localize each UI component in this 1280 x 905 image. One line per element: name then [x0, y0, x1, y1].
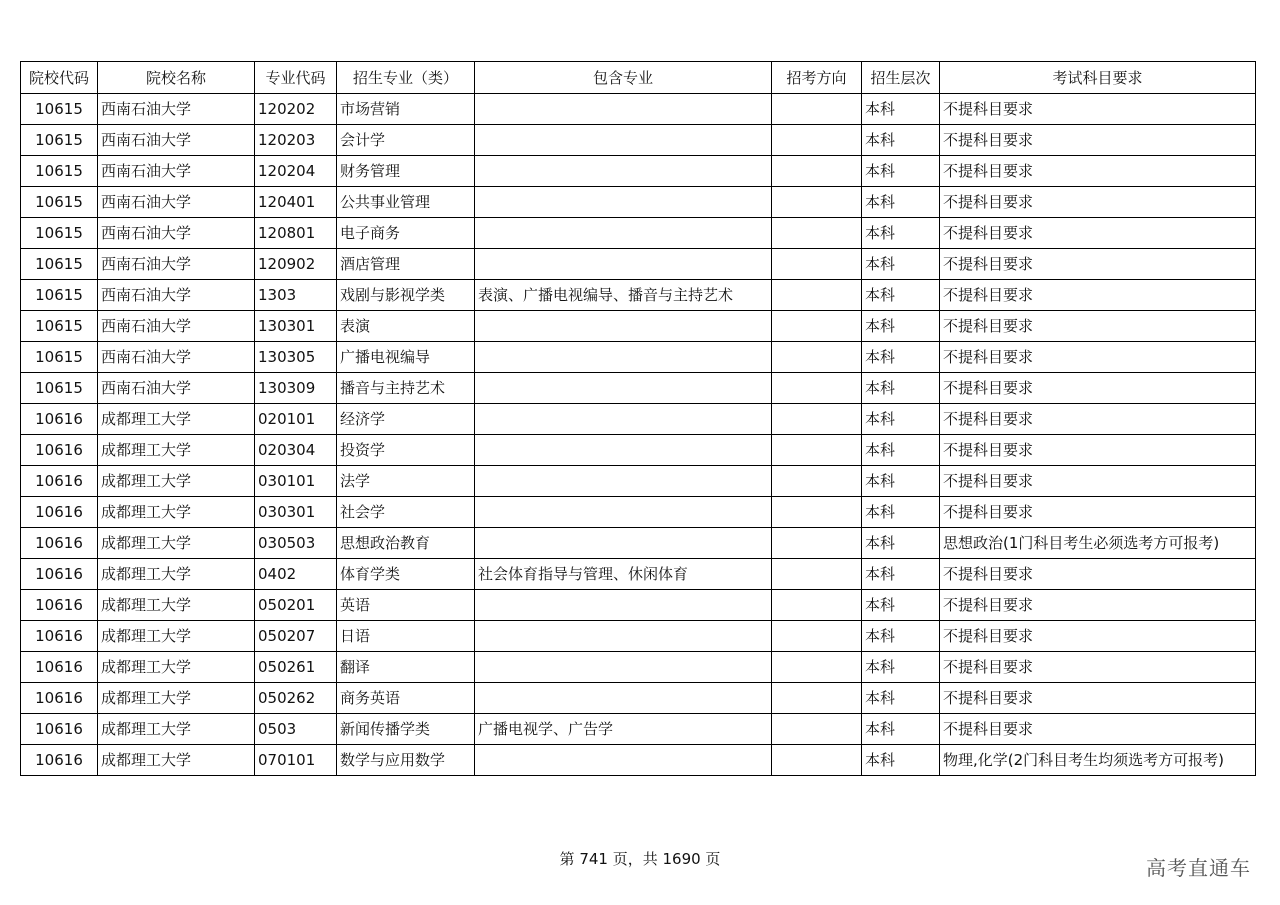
cell-school-code: 10616	[21, 466, 98, 497]
cell-direction	[772, 94, 862, 125]
cell-direction	[772, 528, 862, 559]
cell-school-code: 10615	[21, 373, 98, 404]
cell-level: 本科	[862, 249, 940, 280]
cell-included-majors	[475, 404, 772, 435]
cell-school-name: 西南石油大学	[98, 373, 255, 404]
cell-direction	[772, 745, 862, 776]
cell-included-majors	[475, 621, 772, 652]
cell-major-code: 130301	[255, 311, 337, 342]
cell-major-name: 酒店管理	[337, 249, 475, 280]
cell-included-majors	[475, 497, 772, 528]
cell-school-code: 10615	[21, 311, 98, 342]
cell-direction	[772, 435, 862, 466]
cell-major-name: 广播电视编导	[337, 342, 475, 373]
table-row	[21, 497, 1256, 528]
cell-major-code: 030301	[255, 497, 337, 528]
cell-direction	[772, 156, 862, 187]
cell-major-name: 戏剧与影视学类	[337, 280, 475, 311]
cell-subject-requirements: 物理,化学(2门科目考生均须选考方可报考)	[940, 745, 1256, 776]
cell-major-code: 030503	[255, 528, 337, 559]
cell-subject-requirements: 不提科目要求	[940, 652, 1256, 683]
cell-direction	[772, 311, 862, 342]
cell-included-majors	[475, 683, 772, 714]
cell-subject-requirements: 不提科目要求	[940, 280, 1256, 311]
cell-major-code: 030101	[255, 466, 337, 497]
admission-table	[20, 61, 1256, 776]
cell-major-name: 英语	[337, 590, 475, 621]
table-row	[21, 683, 1256, 714]
cell-level: 本科	[862, 497, 940, 528]
table-row	[21, 373, 1256, 404]
header-included-majors: 包含专业	[475, 62, 772, 94]
cell-school-code: 10615	[21, 280, 98, 311]
cell-school-code: 10616	[21, 745, 98, 776]
cell-included-majors	[475, 311, 772, 342]
cell-major-name: 思想政治教育	[337, 528, 475, 559]
table-row	[21, 249, 1256, 280]
cell-level: 本科	[862, 373, 940, 404]
cell-included-majors: 社会体育指导与管理、休闲体育	[475, 559, 772, 590]
cell-subject-requirements: 不提科目要求	[940, 714, 1256, 745]
cell-school-code: 10616	[21, 559, 98, 590]
cell-subject-requirements: 不提科目要求	[940, 94, 1256, 125]
cell-direction	[772, 714, 862, 745]
cell-school-name: 成都理工大学	[98, 745, 255, 776]
cell-level: 本科	[862, 218, 940, 249]
cell-included-majors	[475, 342, 772, 373]
cell-major-name: 新闻传播学类	[337, 714, 475, 745]
cell-major-code: 0402	[255, 559, 337, 590]
cell-major-code: 130305	[255, 342, 337, 373]
header-level: 招生层次	[862, 62, 940, 94]
page-number: 第 741 页，共 1690 页	[559, 850, 721, 868]
cell-level: 本科	[862, 125, 940, 156]
cell-level: 本科	[862, 745, 940, 776]
table-row	[21, 156, 1256, 187]
cell-direction	[772, 218, 862, 249]
header-subject-requirements: 考试科目要求	[940, 62, 1256, 94]
cell-major-name: 会计学	[337, 125, 475, 156]
cell-school-name: 西南石油大学	[98, 311, 255, 342]
cell-major-name: 市场营销	[337, 94, 475, 125]
cell-major-code: 120204	[255, 156, 337, 187]
cell-school-code: 10615	[21, 249, 98, 280]
cell-subject-requirements: 不提科目要求	[940, 404, 1256, 435]
table-row	[21, 218, 1256, 249]
cell-major-name: 法学	[337, 466, 475, 497]
cell-school-name: 西南石油大学	[98, 249, 255, 280]
cell-major-code: 050262	[255, 683, 337, 714]
cell-level: 本科	[862, 311, 940, 342]
cell-direction	[772, 373, 862, 404]
cell-school-code: 10615	[21, 125, 98, 156]
table-row	[21, 590, 1256, 621]
cell-school-name: 成都理工大学	[98, 497, 255, 528]
cell-major-name: 社会学	[337, 497, 475, 528]
cell-level: 本科	[862, 590, 940, 621]
cell-level: 本科	[862, 652, 940, 683]
cell-school-code: 10616	[21, 404, 98, 435]
cell-level: 本科	[862, 187, 940, 218]
cell-major-code: 120202	[255, 94, 337, 125]
header-school-code: 院校代码	[21, 62, 98, 94]
cell-school-name: 西南石油大学	[98, 342, 255, 373]
cell-included-majors	[475, 125, 772, 156]
cell-subject-requirements: 不提科目要求	[940, 373, 1256, 404]
cell-direction	[772, 652, 862, 683]
cell-major-code: 1303	[255, 280, 337, 311]
cell-major-code: 050207	[255, 621, 337, 652]
cell-school-name: 成都理工大学	[98, 404, 255, 435]
cell-school-code: 10616	[21, 683, 98, 714]
cell-level: 本科	[862, 683, 940, 714]
cell-major-name: 投资学	[337, 435, 475, 466]
cell-major-code: 120902	[255, 249, 337, 280]
table-row	[21, 714, 1256, 745]
table-row	[21, 404, 1256, 435]
cell-level: 本科	[862, 404, 940, 435]
cell-school-code: 10615	[21, 218, 98, 249]
cell-major-name: 电子商务	[337, 218, 475, 249]
cell-major-code: 130309	[255, 373, 337, 404]
cell-school-name: 西南石油大学	[98, 94, 255, 125]
cell-school-code: 10615	[21, 94, 98, 125]
cell-level: 本科	[862, 466, 940, 497]
cell-included-majors	[475, 652, 772, 683]
cell-major-name: 商务英语	[337, 683, 475, 714]
cell-school-code: 10615	[21, 156, 98, 187]
cell-level: 本科	[862, 280, 940, 311]
cell-subject-requirements: 不提科目要求	[940, 125, 1256, 156]
table-row	[21, 528, 1256, 559]
table-row	[21, 94, 1256, 125]
cell-direction	[772, 125, 862, 156]
cell-school-code: 10616	[21, 621, 98, 652]
cell-major-code: 070101	[255, 745, 337, 776]
header-direction: 招考方向	[772, 62, 862, 94]
cell-subject-requirements: 不提科目要求	[940, 218, 1256, 249]
cell-level: 本科	[862, 621, 940, 652]
table-header-row	[21, 62, 1256, 94]
cell-subject-requirements: 不提科目要求	[940, 559, 1256, 590]
watermark: 高考直通车	[1146, 856, 1251, 880]
cell-school-code: 10616	[21, 435, 98, 466]
table-row	[21, 745, 1256, 776]
cell-school-code: 10615	[21, 342, 98, 373]
cell-level: 本科	[862, 714, 940, 745]
cell-subject-requirements: 不提科目要求	[940, 466, 1256, 497]
cell-direction	[772, 342, 862, 373]
cell-major-name: 播音与主持艺术	[337, 373, 475, 404]
cell-major-code: 020101	[255, 404, 337, 435]
cell-level: 本科	[862, 342, 940, 373]
cell-major-code: 120401	[255, 187, 337, 218]
cell-level: 本科	[862, 559, 940, 590]
cell-subject-requirements: 不提科目要求	[940, 156, 1256, 187]
cell-school-name: 西南石油大学	[98, 280, 255, 311]
header-school-name: 院校名称	[98, 62, 255, 94]
table-row	[21, 311, 1256, 342]
cell-school-name: 成都理工大学	[98, 559, 255, 590]
cell-subject-requirements: 不提科目要求	[940, 187, 1256, 218]
cell-level: 本科	[862, 435, 940, 466]
table-row	[21, 435, 1256, 466]
cell-direction	[772, 590, 862, 621]
table-row	[21, 559, 1256, 590]
cell-included-majors	[475, 590, 772, 621]
cell-school-name: 成都理工大学	[98, 528, 255, 559]
header-major-name: 招生专业（类）	[337, 62, 475, 94]
cell-included-majors	[475, 745, 772, 776]
cell-school-name: 成都理工大学	[98, 652, 255, 683]
cell-subject-requirements: 思想政治(1门科目考生必须选考方可报考)	[940, 528, 1256, 559]
cell-school-name: 成都理工大学	[98, 435, 255, 466]
cell-subject-requirements: 不提科目要求	[940, 621, 1256, 652]
cell-school-code: 10616	[21, 528, 98, 559]
cell-major-name: 翻译	[337, 652, 475, 683]
cell-major-code: 0503	[255, 714, 337, 745]
cell-school-code: 10616	[21, 714, 98, 745]
cell-direction	[772, 280, 862, 311]
cell-included-majors	[475, 466, 772, 497]
header-major-code: 专业代码	[255, 62, 337, 94]
table-row	[21, 466, 1256, 497]
cell-school-name: 西南石油大学	[98, 187, 255, 218]
cell-included-majors	[475, 435, 772, 466]
cell-subject-requirements: 不提科目要求	[940, 435, 1256, 466]
cell-direction	[772, 187, 862, 218]
cell-school-name: 成都理工大学	[98, 621, 255, 652]
cell-school-name: 西南石油大学	[98, 156, 255, 187]
cell-subject-requirements: 不提科目要求	[940, 683, 1256, 714]
cell-major-code: 120801	[255, 218, 337, 249]
cell-subject-requirements: 不提科目要求	[940, 497, 1256, 528]
table-row	[21, 621, 1256, 652]
cell-major-name: 经济学	[337, 404, 475, 435]
cell-major-code: 020304	[255, 435, 337, 466]
table-row	[21, 187, 1256, 218]
cell-major-code: 050261	[255, 652, 337, 683]
cell-major-name: 体育学类	[337, 559, 475, 590]
cell-major-name: 表演	[337, 311, 475, 342]
cell-school-code: 10616	[21, 497, 98, 528]
cell-school-code: 10615	[21, 187, 98, 218]
cell-direction	[772, 683, 862, 714]
cell-direction	[772, 559, 862, 590]
cell-direction	[772, 497, 862, 528]
table-row	[21, 280, 1256, 311]
cell-included-majors	[475, 528, 772, 559]
cell-included-majors: 表演、广播电视编导、播音与主持艺术	[475, 280, 772, 311]
table-row	[21, 652, 1256, 683]
cell-subject-requirements: 不提科目要求	[940, 342, 1256, 373]
cell-subject-requirements: 不提科目要求	[940, 590, 1256, 621]
cell-school-name: 西南石油大学	[98, 125, 255, 156]
cell-major-name: 财务管理	[337, 156, 475, 187]
cell-direction	[772, 621, 862, 652]
cell-major-name: 日语	[337, 621, 475, 652]
cell-included-majors	[475, 373, 772, 404]
cell-included-majors	[475, 156, 772, 187]
cell-major-code: 120203	[255, 125, 337, 156]
cell-level: 本科	[862, 528, 940, 559]
table-body	[21, 94, 1256, 776]
cell-school-name: 成都理工大学	[98, 683, 255, 714]
cell-direction	[772, 404, 862, 435]
table-row	[21, 342, 1256, 373]
cell-level: 本科	[862, 94, 940, 125]
cell-major-code: 050201	[255, 590, 337, 621]
cell-included-majors	[475, 94, 772, 125]
cell-school-code: 10616	[21, 590, 98, 621]
cell-included-majors	[475, 249, 772, 280]
cell-school-name: 成都理工大学	[98, 714, 255, 745]
cell-subject-requirements: 不提科目要求	[940, 249, 1256, 280]
cell-level: 本科	[862, 156, 940, 187]
cell-included-majors: 广播电视学、广告学	[475, 714, 772, 745]
cell-subject-requirements: 不提科目要求	[940, 311, 1256, 342]
cell-direction	[772, 466, 862, 497]
table-row	[21, 125, 1256, 156]
cell-school-name: 西南石油大学	[98, 218, 255, 249]
cell-included-majors	[475, 187, 772, 218]
cell-school-code: 10616	[21, 652, 98, 683]
cell-major-name: 公共事业管理	[337, 187, 475, 218]
cell-direction	[772, 249, 862, 280]
cell-major-name: 数学与应用数学	[337, 745, 475, 776]
cell-school-name: 成都理工大学	[98, 466, 255, 497]
cell-included-majors	[475, 218, 772, 249]
cell-school-name: 成都理工大学	[98, 590, 255, 621]
